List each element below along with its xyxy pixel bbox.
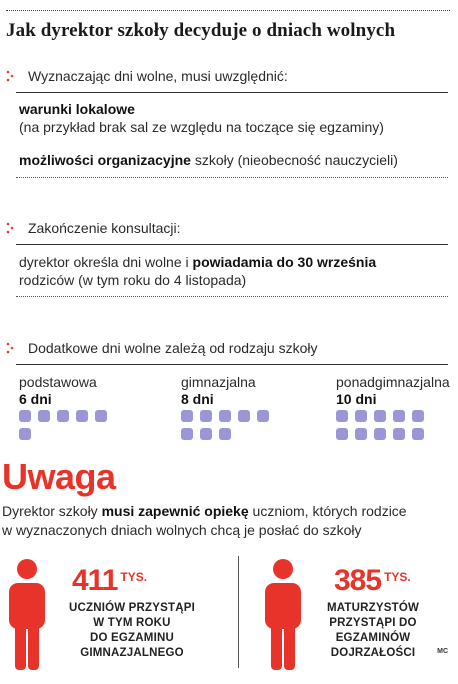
stat2-label-line: PRZYSTĄPI DO	[329, 617, 417, 629]
page-title: Jak dyrektor szkoły decyduje o dniach wolnych	[6, 20, 396, 41]
stat2-label-line: MATURZYSTÓW	[326, 602, 420, 614]
stat2-label-line: DOJRZAŁOŚCI	[330, 647, 416, 659]
school-name: podstawowa	[19, 374, 97, 390]
person-icon	[262, 558, 304, 670]
uwaga-line1-post: uczniom, których rodzice	[248, 503, 407, 519]
day-square	[76, 410, 88, 422]
day-square	[57, 410, 69, 422]
section1-rule	[16, 92, 448, 93]
chevron-icon	[6, 222, 28, 234]
day-square	[200, 410, 212, 422]
day-square	[412, 410, 424, 422]
day-square	[412, 428, 424, 440]
day-square	[393, 428, 405, 440]
school-days: 8 dni	[181, 391, 214, 407]
uwaga-text	[2, 502, 407, 540]
section2-line1-pre: dyrektor określa dni wolne i	[19, 254, 193, 270]
day-square	[355, 410, 367, 422]
stat1-unit: TYS.	[120, 570, 148, 584]
section2-line2: rodziców (w tym roku do 4 listopada)	[19, 272, 247, 288]
section2-line1-bold: powiadamia do 30 września	[192, 254, 377, 270]
section1-heading-text: Wyznaczając dni wolne, musi uwzględnić:	[28, 68, 288, 84]
day-square	[219, 410, 231, 422]
day-square	[219, 428, 231, 440]
uwaga-line2: w wyznaczonych dniach wolnych chcą je posłać do szkoły	[2, 522, 362, 538]
section2-heading	[6, 220, 181, 236]
section2-dotted-rule	[16, 296, 448, 297]
uwaga-line1-bold: musi zapewnić opiekę	[101, 503, 249, 519]
chevron-icon	[6, 342, 28, 354]
day-square	[19, 428, 31, 440]
school-ponadgimnazjalna	[336, 374, 450, 407]
day-square	[238, 410, 250, 422]
stat2-unit: TYS.	[384, 570, 411, 584]
section1-item2-bold: możliwości organizacyjne	[19, 152, 191, 168]
section1-dotted-rule	[16, 177, 448, 178]
school-days: 10 dni	[336, 391, 377, 407]
day-square	[393, 410, 405, 422]
school-podstawowa	[19, 374, 97, 407]
stat2-number-value: 385	[334, 564, 382, 597]
day-square	[181, 428, 193, 440]
school-days: 6 dni	[19, 391, 52, 407]
uwaga-heading: Uwaga	[2, 456, 116, 497]
stat2-number	[334, 564, 411, 598]
stat1-label-line: W TYM ROKU	[93, 617, 171, 629]
day-square	[38, 410, 50, 422]
school-gimnazjalna	[181, 374, 256, 407]
school-name: ponadgimnazjalna	[336, 374, 450, 390]
days-squares-podstawowa	[19, 410, 107, 440]
day-square	[200, 428, 212, 440]
days-squares-ponadgimnazjalna	[336, 410, 424, 440]
day-square	[181, 410, 193, 422]
stat1-number	[72, 564, 147, 598]
chevron-icon	[6, 70, 28, 82]
section1-item1-title	[19, 101, 135, 117]
stat1-label-line: DO EGZAMINU	[90, 632, 174, 644]
section2-rule	[16, 244, 448, 245]
section1-item1-bold: warunki lokalowe	[19, 101, 135, 117]
stat1-label	[62, 601, 202, 661]
day-square	[19, 410, 31, 422]
day-square	[374, 428, 386, 440]
stat2-label	[318, 601, 428, 661]
day-square	[355, 428, 367, 440]
day-square	[336, 410, 348, 422]
uwaga-line1-pre: Dyrektor szkoły	[2, 503, 102, 519]
day-square	[336, 428, 348, 440]
section2-line1	[19, 254, 376, 270]
stat1-label-line: UCZNIÓW PRZYSTĄPI	[68, 602, 196, 614]
school-name: gimnazjalna	[181, 374, 256, 390]
day-square	[95, 410, 107, 422]
section1-item2	[19, 152, 398, 168]
top-rule	[6, 10, 450, 11]
day-square	[257, 410, 269, 422]
person-icon	[6, 558, 48, 670]
section3-heading-text: Dodatkowe dni wolne zależą od rodzaju szkoły	[28, 340, 318, 356]
stat1-number-value: 411	[72, 564, 118, 597]
days-squares-gimnazjalna	[181, 410, 269, 440]
section2-heading-text: Zakończenie konsultacji:	[28, 220, 181, 236]
stat2-label-line: EGZAMINÓW	[335, 632, 411, 644]
section3-rule	[16, 364, 448, 365]
section3-heading	[6, 340, 318, 356]
section1-heading	[6, 68, 288, 84]
day-square	[374, 410, 386, 422]
section1-item2-rest: szkoły (nieobecność nauczycieli)	[190, 152, 398, 168]
section1-item1-note: (na przykład brak sal ze względu na toczące się egzaminy)	[19, 119, 384, 135]
stats-divider	[238, 556, 239, 668]
credit: MC	[437, 648, 448, 655]
stat1-label-line: GIMNAZJALNEGO	[80, 647, 184, 659]
